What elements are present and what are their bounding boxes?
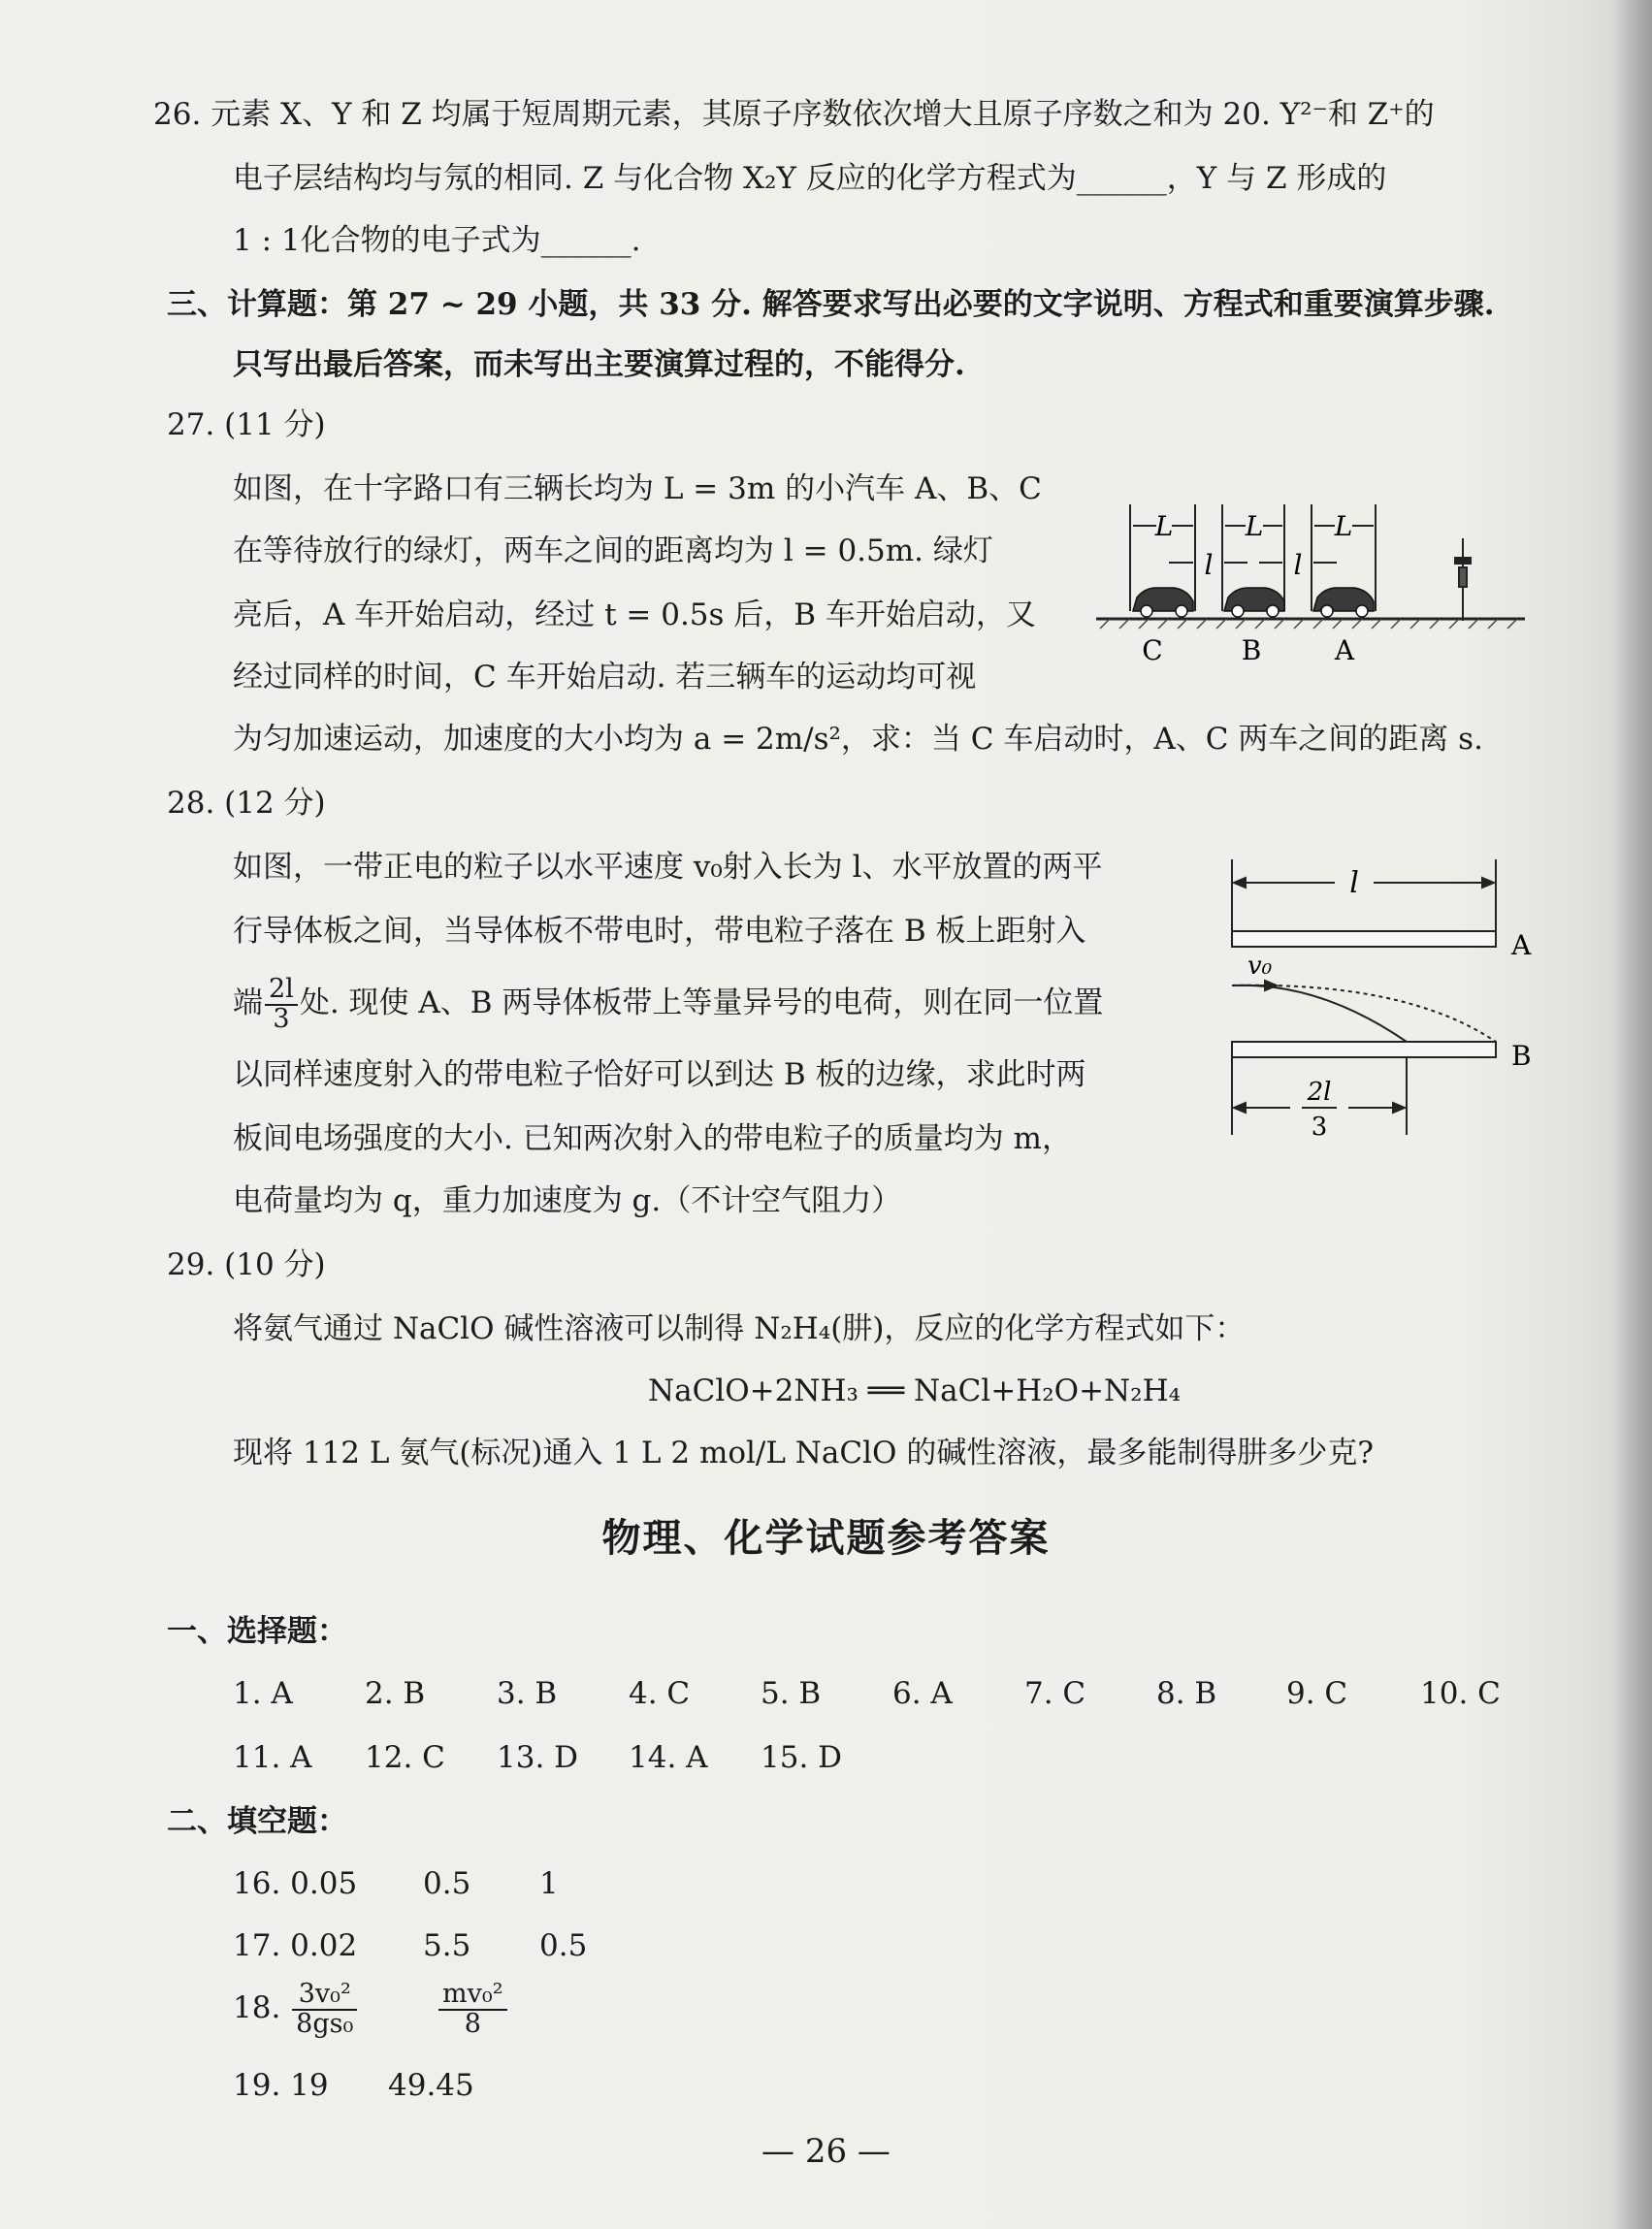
q28-line3-suffix: 处. 现使 A、B 两导体板带上等量异号的电荷，则在同一位置	[299, 985, 1104, 1020]
fig28-arrowhead-right	[1482, 878, 1494, 888]
fill-heading: 二、填空题：	[167, 1804, 347, 1839]
fig28-label-a: A	[1511, 929, 1532, 961]
q28-line5: 板间电场强度的大小. 已知两次射入的带电粒子的质量均为 m，	[233, 1121, 1072, 1156]
mc-answer-7: 7. C	[1024, 1676, 1086, 1711]
q28-line3	[233, 974, 1103, 1033]
q28-line3-prefix: 端	[233, 985, 263, 1020]
q27-line1: 如图，在十字路口有三辆长均为 L = 3m 的小汽车 A、B、C	[233, 471, 1042, 506]
q28-plate-figure	[1213, 854, 1562, 1164]
q27-line5: 为匀加速运动，加速度的大小均为 a = 2m/s²，求：当 C 车启动时，A、C 两车之间的距离 s.	[233, 722, 1483, 757]
fig28-trajectory-1	[1232, 985, 1407, 1042]
q27-line4: 经过同样的时间，C 车开始启动. 若三辆车的运动均可视	[233, 660, 977, 695]
mc-answer-4: 4. C	[629, 1676, 691, 1711]
q29-line2: 现将 112 L 氨气(标况)通入 1 L 2 mol/L NaClO 的碱性溶液，最多能制得肼多少克?	[233, 1436, 1374, 1470]
fill-answer-16b: 0.5	[423, 1866, 471, 1901]
fig27-label-L1: L	[1154, 510, 1174, 542]
fig28-label-frac-den: 3	[1311, 1113, 1328, 1142]
fill-answer-17c: 0.5	[539, 1928, 588, 1963]
section3-heading-line1: 三、计算题：第 27 ~ 29 小题，共 33 分. 解答要求写出必要的文字说明、方程式和重要演算步骤.	[167, 287, 1495, 322]
q28-line6: 电荷量均为 q，重力加速度为 g.（不计空气阻力）	[233, 1183, 902, 1218]
traffic-light-icon	[1455, 538, 1471, 621]
mc-answer-8: 8. B	[1156, 1676, 1217, 1711]
fill-answer-17b: 5.5	[423, 1928, 471, 1963]
fig28-label-l: l	[1349, 866, 1359, 900]
fill-answer-18-frac2	[438, 1981, 507, 2038]
q27-car-figure	[1086, 466, 1533, 669]
mc-answer-2: 2. B	[365, 1676, 426, 1711]
page-number: — 26 —	[761, 2132, 891, 2171]
page-edge-shadow	[1611, 0, 1652, 2229]
q28-fraction-num: 2l	[265, 976, 298, 1005]
fill-answer-18-frac1	[292, 1981, 357, 2038]
q28-line4: 以同样速度射入的带电粒子恰好可以到达 B 板的边缘，求此时两	[233, 1057, 1086, 1092]
fill-answer-16c: 1	[539, 1866, 559, 1901]
mc-answer-1: 1. A	[233, 1676, 293, 1711]
q27-header: 27. (11 分)	[167, 407, 326, 442]
fill-answer-16a: 16. 0.05	[233, 1866, 358, 1901]
fill-answer-18	[233, 1979, 509, 2038]
fill-answer-19b: 49.45	[388, 2068, 474, 2103]
fill-answer-18-frac2-num: mv₀²	[438, 1981, 507, 2010]
mc-answer-15: 15. D	[761, 1740, 843, 1775]
q29-equation: NaClO+2NH₃ ══ NaCl+H₂O+N₂H₄	[648, 1373, 1182, 1408]
q26-line2: 电子层结构均与氖的相同. Z 与化合物 X₂Y 反应的化学方程式为______，Y 与 Z 形成的	[233, 161, 1387, 196]
mc-answer-12: 12. C	[365, 1740, 445, 1775]
mc-answer-11: 11. A	[233, 1740, 312, 1775]
fig28-label-frac-num: 2l	[1307, 1078, 1332, 1107]
q27-line3: 亮后，A 车开始启动，经过 t = 0.5s 后，B 车开始启动，又	[233, 598, 1036, 632]
plate-a	[1232, 931, 1496, 947]
mc-answer-5: 5. B	[761, 1676, 822, 1711]
fill-answer-18-frac1-num: 3v₀²	[292, 1981, 357, 2010]
mc-heading: 一、选择题：	[167, 1614, 347, 1649]
q28-fraction	[265, 976, 298, 1033]
plate-b	[1232, 1042, 1496, 1057]
fill-answer-17a: 17. 0.02	[233, 1928, 358, 1963]
fig27-car-label-c: C	[1142, 634, 1163, 666]
fig28-label-v0: v₀	[1247, 952, 1273, 981]
mc-answer-9: 9. C	[1286, 1676, 1348, 1711]
q26-line3: 1 : 1化合物的电子式为______.	[233, 223, 641, 258]
mc-answer-13: 13. D	[497, 1740, 579, 1775]
q28-line2: 行导体板之间，当导体板不带电时，带电粒子落在 B 板上距射入	[233, 914, 1086, 949]
fig27-label-L3: L	[1334, 510, 1353, 542]
fill-answer-18-frac2-den: 8	[464, 2008, 481, 2039]
fill-answer-19a: 19. 19	[233, 2068, 329, 2103]
fig28-arrowhead-left	[1234, 878, 1246, 888]
q26-line1: 26. 元素 X、Y 和 Z 均属于短周期元素，其原子序数依次增大且原子序数之和为 20. Y²⁻和 Z⁺的	[153, 97, 1435, 132]
section3-heading-line2: 只写出最后答案，而未写出主要演算过程的，不能得分.	[233, 347, 965, 382]
q29-header: 29. (10 分)	[167, 1247, 326, 1282]
fig28-trajectory-2	[1232, 985, 1496, 1042]
q28-header: 28. (12 分)	[167, 786, 326, 821]
fig27-car-label-a: A	[1334, 634, 1355, 666]
fill-answer-18-label: 18.	[233, 1990, 281, 2025]
fig27-car-label-b: B	[1241, 634, 1262, 666]
mc-answer-14: 14. A	[629, 1740, 708, 1775]
answers-title: 物理、化学试题参考答案	[601, 1515, 1051, 1561]
mc-answer-10: 10. C	[1420, 1676, 1501, 1711]
q27-line2: 在等待放行的绿灯，两车之间的距离均为 l = 0.5m. 绿灯	[233, 533, 993, 568]
fill-answer-18-frac1-den: 8gs₀	[296, 2008, 354, 2039]
mc-answer-3: 3. B	[497, 1676, 558, 1711]
mc-answer-6: 6. A	[892, 1676, 953, 1711]
fig27-label-l1: l	[1204, 549, 1214, 581]
fig27-label-L2: L	[1245, 510, 1264, 542]
q29-line1: 将氨气通过 NaClO 碱性溶液可以制得 N₂H₄(肼)，反应的化学方程式如下：	[233, 1311, 1246, 1346]
q28-line1: 如图，一带正电的粒子以水平速度 v₀射入长为 l、水平放置的两平	[233, 850, 1103, 885]
q28-fraction-den: 3	[273, 1003, 290, 1034]
fig27-label-l2: l	[1293, 549, 1303, 581]
fig28-label-b: B	[1511, 1040, 1532, 1072]
